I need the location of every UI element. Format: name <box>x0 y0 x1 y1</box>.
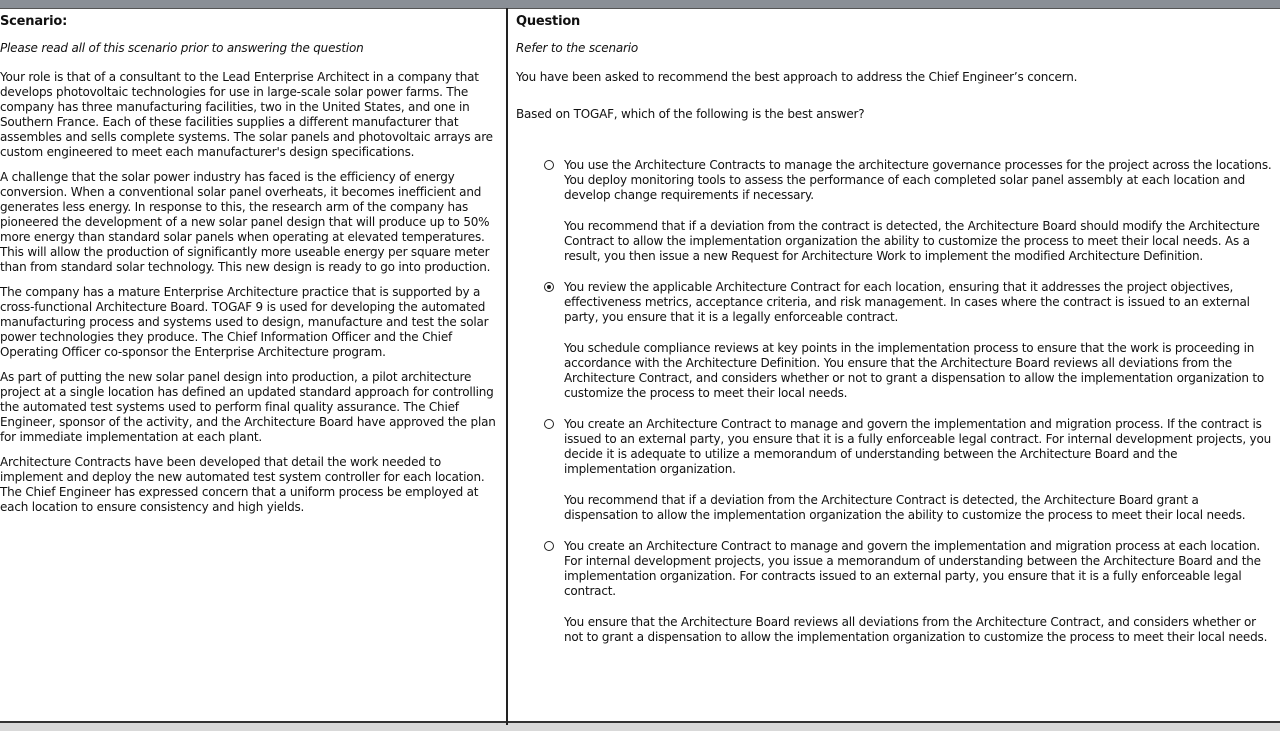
option-text: You recommend that if a deviation from the Architecture Contract is detected, the Architecture Board grant a dispensation to allow the implementation organization the ability to customize the process to meet their local needs. <box>564 493 1246 522</box>
question-prompt: You have been asked to recommend the best approach to address the Chief Engineer’s concern. <box>516 70 1078 84</box>
scenario-instruction: Please read all of this scenario prior to answering the question <box>0 41 364 55</box>
option-text: You ensure that the Architecture Board reviews all deviations from the Architecture Contract, and considers whether or not to grant a dispensation to allow the implementation organization to customize the process to meet their local needs. <box>564 615 1268 644</box>
window-top-strip <box>0 0 1280 8</box>
scenario-panel <box>0 12 503 717</box>
radio-button[interactable] <box>544 282 554 292</box>
option-text: You schedule compliance reviews at key points in the implementation process to ensure that the work is proceeding in accordance with the Architecture Definition. You ensure that the Architecture Board reviews all deviations from the Architecture Contract, and considers whether or not to grant a dispensation to allow the implementation organization to customize the process to meet their local needs. <box>564 341 1265 400</box>
scenario-paragraph: The company has a mature Enterprise Architecture practice that is supported by a cross-functional Architecture Board. TOGAF 9 is used for developing the automated manufacturing process and systems used to design, manufacture and test the solar power technologies they produce. The Chief Information Officer and the Chief Operating Officer co-sponsor the Enterprise Architecture program. <box>0 285 489 359</box>
question-header: Question <box>516 14 581 29</box>
option-text: You create an Architecture Contract to manage and govern the implementation and migration process. If the contract is issued to an external party, you ensure that it is a fully enforceable legal contract. For internal development projects, you decide it is adequate to utilize a memorandum of understanding between the Architecture Board and the implementation organization. <box>564 417 1272 476</box>
scenario-paragraph: A challenge that the solar power industry has faced is the efficiency of energy conversion. When a conventional solar panel overheats, it becomes inefficient and generates less energy. In response to this, the research arm of the company has pioneered the development of a new solar panel design that will produce up to 50% more energy than standard solar panels when operating at elevated temperatures. This will allow the production of significantly more useable energy per square meter than from standard solar technology. This new design is ready to go into production. <box>0 170 491 274</box>
radio-button[interactable] <box>544 419 554 429</box>
answer-option-c[interactable] <box>516 417 1272 523</box>
option-text: You review the applicable Architecture Contract for each location, ensuring that it addresses the project objectives, effectiveness metrics, acceptance criteria, and risk management. In cases where the contract is issued to an external party, you ensure that it is a legally enforceable contract. <box>564 280 1250 324</box>
option-text: You use the Architecture Contracts to manage the architecture governance processes for the project across the locations. You deploy monitoring tools to assess the performance of each completed solar panel assembly at each location and develop change requirements if necessary. <box>564 158 1272 202</box>
question-panel <box>516 12 1272 717</box>
scenario-paragraph: Architecture Contracts have been developed that detail the work needed to implement and deploy the new automated test system controller for each location. The Chief Engineer has expressed concern that a uniform process be employed at each location to ensure consistency and high yields. <box>0 455 485 514</box>
question-subprompt: Based on TOGAF, which of the following is the best answer? <box>516 107 865 121</box>
option-text: You recommend that if a deviation from the contract is detected, the Architecture Board should modify the Architecture Contract to allow the implementation organization the ability to customize the process to meet their local needs. As a result, you then issue a new Request for Architecture Work to implement the modified Architecture Definition. <box>564 219 1260 263</box>
option-text: You create an Architecture Contract to manage and govern the implementation and migration process at each location. For internal development projects, you issue a memorandum of understanding between the Architecture Board and the implementation organization. For contracts issued to an external party, you ensure that it is a fully enforceable legal contract. <box>564 539 1261 598</box>
scenario-header: Scenario: <box>0 14 68 29</box>
answer-option-d[interactable] <box>516 539 1272 645</box>
panel-divider <box>506 8 508 725</box>
answer-option-b[interactable] <box>516 280 1272 401</box>
answer-option-a[interactable] <box>516 158 1272 264</box>
answer-options <box>516 158 1272 645</box>
radio-button[interactable] <box>544 541 554 551</box>
scenario-paragraph: Your role is that of a consultant to the Lead Enterprise Architect in a company that develops photovoltaic technologies for use in large-scale solar power farms. The company has three manufacturing facilities, two in the United States, and one in Southern France. Each of these facilities supplies a different manufacturer that assembles and sells complete systems. The solar panels and photovoltaic arrays are custom engineered to meet each manufacturer's design specifications. <box>0 70 493 159</box>
scenario-paragraph: As part of putting the new solar panel design into production, a pilot architecture project at a single location has defined an updated standard approach for controlling the automated test systems used to perform final quality assurance. The Chief Engineer, sponsor of the activity, and the Architecture Board have approved the plan for immediate implementation at each plant. <box>0 370 496 444</box>
question-instruction: Refer to the scenario <box>516 41 639 55</box>
radio-button[interactable] <box>544 160 554 170</box>
